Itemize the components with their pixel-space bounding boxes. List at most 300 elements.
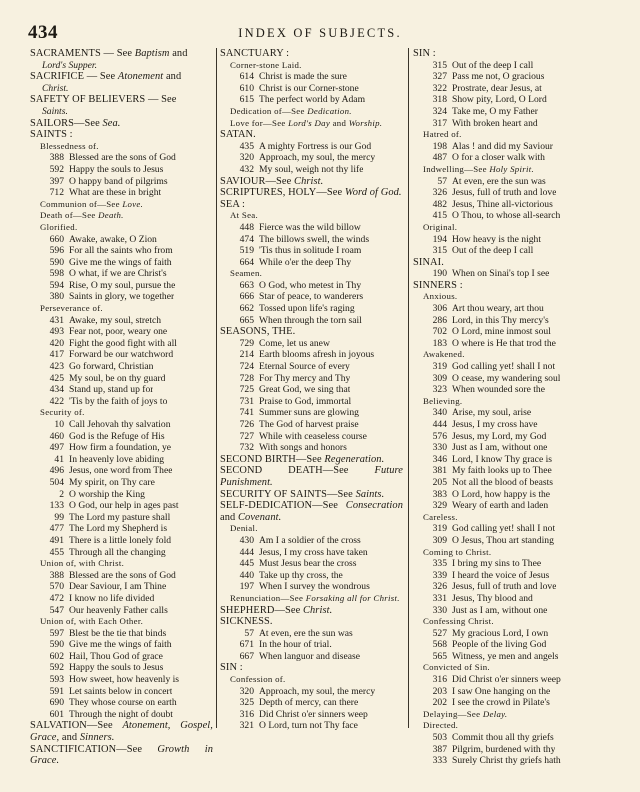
- hymn-first-line: O where is He that trod the: [452, 337, 556, 349]
- hymn-first-line: I saw One hanging on the: [452, 685, 551, 697]
- hymn-number: 57: [437, 175, 447, 187]
- hymn-entry: [30, 176, 213, 188]
- hymn-first-line: Approach, my soul, the mercy: [259, 685, 376, 697]
- hymn-number: 388: [49, 152, 64, 164]
- hymn-number: 598: [49, 268, 64, 280]
- entry-text: SECOND DEATH—See: [220, 465, 375, 477]
- hymn-number: 326: [432, 581, 447, 593]
- entry-text: Original.: [423, 221, 458, 232]
- hymn-number: 321: [239, 720, 254, 732]
- hymn-number: 197: [239, 581, 254, 593]
- hymn-number: 671: [239, 639, 254, 651]
- hymn-entry: [30, 245, 213, 257]
- hymn-first-line: I bring my sins to Thee: [452, 558, 542, 570]
- hymn-number: 726: [239, 419, 254, 430]
- hymn-first-line: Stand up, stand up for: [69, 384, 154, 396]
- hymn-entry: [220, 141, 403, 153]
- hymn-number: 504: [49, 476, 64, 488]
- entry-text: Security of.: [40, 407, 85, 418]
- hymn-number: 662: [239, 303, 254, 315]
- entry-text: Confession of.: [230, 674, 286, 685]
- cross-reference: Growth in Grace.: [30, 743, 214, 767]
- hymn-number: 712: [49, 187, 64, 199]
- hymn-entry: [30, 187, 213, 199]
- hymn-number: 592: [49, 662, 64, 674]
- hymn-first-line: Give me the wings of faith: [69, 639, 172, 651]
- hymn-entry: [30, 384, 213, 396]
- hymn-first-line: At even, ere the sun was: [452, 175, 546, 187]
- hymn-entry: [30, 639, 213, 651]
- hymn-first-line: Praise to God, immortal: [259, 395, 352, 407]
- hymn-number: 503: [432, 732, 447, 744]
- hymn-number: 667: [239, 650, 254, 662]
- hymn-number: 727: [239, 430, 254, 442]
- entry-text: Renunciation—See: [230, 592, 306, 603]
- hymn-number: 331: [432, 592, 447, 604]
- hymn-entry: [413, 210, 610, 222]
- hymn-entry: [413, 500, 610, 512]
- hymn-first-line: Dear Saviour, I am Thine: [69, 581, 167, 593]
- topic-heading: [220, 199, 403, 211]
- hymn-first-line: Weary of earth and laden: [452, 500, 549, 512]
- hymn-first-line: Arise, my soul, arise: [452, 407, 532, 419]
- hymn-first-line: O God, our help in ages past: [69, 500, 179, 512]
- hymn-entry: [413, 744, 610, 756]
- hymn-number: 472: [49, 592, 64, 604]
- hymn-first-line: The perfect world by Adam: [259, 94, 366, 106]
- hymn-number: 444: [432, 419, 447, 430]
- hymn-number: 335: [432, 558, 447, 570]
- hymn-first-line: The billows swell, the winds: [259, 233, 370, 245]
- hymn-number: 339: [432, 569, 447, 581]
- hymn-first-line: Lord, I know Thy grace is: [452, 453, 552, 465]
- hymn-entry: [220, 280, 403, 292]
- hymn-number: 614: [239, 71, 254, 83]
- cross-reference-continuation: [30, 106, 213, 118]
- entry-text: Careless.: [423, 511, 458, 522]
- subtopic-heading: [413, 709, 610, 721]
- hymn-first-line: The God of harvest praise: [259, 419, 359, 430]
- hymn-entry: [220, 535, 403, 547]
- hymn-first-line: My soul, weigh not thy life: [259, 163, 364, 175]
- topic-heading: [220, 454, 403, 466]
- hymn-number: 320: [239, 685, 254, 697]
- hymn-first-line: Did Christ o'er sinners weep: [452, 674, 561, 686]
- hymn-first-line: Prostrate, dear Jesus, at: [452, 82, 542, 94]
- hymn-entry: [220, 442, 403, 454]
- hymn-first-line: Christ is our Corner-stone: [259, 82, 359, 94]
- hymn-number: 316: [432, 674, 447, 686]
- entry-text: Blessedness of.: [40, 140, 99, 151]
- cross-reference: Love.: [122, 198, 144, 209]
- hymn-entry: [30, 465, 213, 477]
- hymn-entry: [30, 431, 213, 443]
- hymn-number: 702: [432, 326, 447, 338]
- hymn-first-line: Did Christ o'er sinners weep: [259, 708, 368, 720]
- hymn-first-line: Commit thou all thy griefs: [452, 732, 554, 744]
- entry-text: Death of—See: [40, 210, 99, 221]
- entry-text: SACRIFICE — See: [30, 71, 118, 83]
- subtopic-heading: [220, 106, 403, 118]
- hymn-first-line: Star of peace, to wanderers: [259, 291, 364, 303]
- hymn-number: 434: [49, 384, 64, 396]
- subtopic-heading: [220, 523, 403, 535]
- hymn-entry: [220, 547, 403, 559]
- hymn-entry: [220, 558, 403, 570]
- hymn-number: 10: [54, 419, 64, 430]
- hymn-entry: [413, 199, 610, 211]
- entry-text: Delaying—See: [423, 708, 483, 719]
- hymn-first-line: My gracious Lord, I own: [452, 627, 549, 639]
- hymn-first-line: Earth blooms afresh in joyous: [259, 349, 375, 361]
- hymn-number: 380: [49, 291, 64, 303]
- entry-text: Glorified.: [40, 221, 78, 232]
- hymn-number: 203: [432, 685, 447, 697]
- hymn-entry: [30, 674, 213, 686]
- entry-text: Dedication of—See: [230, 105, 308, 116]
- cross-reference: Saints.: [42, 105, 68, 117]
- hymn-number: 397: [49, 175, 64, 187]
- hymn-entry: [413, 523, 610, 535]
- hymn-first-line: Just as I am, without one: [452, 604, 548, 616]
- entry-text: SACRAMENTS — See: [30, 48, 135, 59]
- hymn-first-line: Rise, O my soul, pursue the: [69, 279, 176, 291]
- hymn-number: 455: [49, 546, 64, 558]
- topic-heading: [220, 489, 403, 501]
- hymn-first-line: Hail, Thou God of grace: [69, 650, 163, 662]
- hymn-number: 435: [239, 140, 254, 152]
- hymn-entry: [220, 152, 403, 164]
- hymn-number: 440: [239, 569, 254, 581]
- hymn-number: 596: [49, 245, 64, 257]
- hymn-entry: [220, 581, 403, 593]
- hymn-entry: [413, 83, 610, 95]
- topic-heading: [220, 500, 403, 523]
- hymn-entry: [30, 662, 213, 674]
- hymn-first-line: Through all the changing: [69, 546, 166, 558]
- hymn-first-line: In the hour of trial.: [259, 639, 332, 651]
- topic-heading: [30, 744, 213, 767]
- topic-heading: [30, 71, 213, 83]
- subtopic-heading: [30, 407, 213, 419]
- hymn-first-line: O happy band of pilgrims: [69, 175, 168, 187]
- hymn-entry: [220, 686, 403, 698]
- hymn-first-line: Am I a soldier of the cross: [259, 534, 361, 546]
- cross-reference: Baptism: [134, 48, 170, 59]
- hymn-number: 690: [49, 697, 64, 709]
- hymn-first-line: Eternal Source of every: [259, 361, 350, 373]
- hymn-first-line: O God, who metest in Thy: [259, 279, 362, 291]
- hymn-entry: [413, 535, 610, 547]
- entry-text: and: [169, 48, 188, 59]
- hymn-first-line: Approach, my soul, the mercy: [259, 152, 376, 164]
- hymn-entry: [413, 187, 610, 199]
- hymn-entry: [413, 361, 610, 373]
- hymn-entry: [413, 326, 610, 338]
- hymn-first-line: Happy the souls to Jesus: [69, 163, 164, 175]
- hymn-entry: [30, 477, 213, 489]
- hymn-first-line: God is the Refuge of His: [69, 430, 165, 442]
- hymn-first-line: Happy the souls to Jesus: [69, 662, 164, 674]
- hymn-entry: [30, 349, 213, 361]
- hymn-number: 576: [432, 430, 447, 442]
- hymn-first-line: Art thou weary, art thou: [452, 303, 544, 315]
- hymn-first-line: Surely Christ thy griefs hath: [452, 755, 561, 767]
- topic-heading: [220, 187, 403, 199]
- subtopic-heading: [413, 129, 610, 141]
- hymn-number: 309: [432, 534, 447, 546]
- hymn-number: 593: [49, 674, 64, 686]
- hymn-entry: [30, 454, 213, 466]
- cross-reference: Forsaking all for Christ.: [305, 592, 400, 603]
- hymn-number: 324: [432, 105, 447, 117]
- hymn-number: 383: [432, 488, 447, 500]
- subtopic-heading: [220, 118, 403, 130]
- hymn-entry: [220, 164, 403, 176]
- cross-reference: Lord's Day: [288, 117, 331, 128]
- hymn-entry: [30, 523, 213, 535]
- hymn-first-line: With broken heart and: [452, 117, 538, 129]
- hymn-entry: [413, 176, 610, 188]
- hymn-first-line: Show pity, Lord, O Lord: [452, 94, 547, 106]
- subtopic-heading: [413, 396, 610, 408]
- hymn-number: 729: [239, 337, 254, 349]
- hymn-entry: [220, 720, 403, 732]
- entry-text: Corner-stone Laid.: [230, 59, 302, 70]
- hymn-number: 592: [49, 163, 64, 175]
- topic-heading: [220, 465, 403, 488]
- hymn-entry: [220, 570, 403, 582]
- entry-text: Believing.: [423, 395, 463, 406]
- hymn-entry: [413, 94, 610, 106]
- hymn-number: 591: [49, 685, 64, 697]
- hymn-first-line: A mighty Fortress is our God: [259, 140, 372, 152]
- hymn-number: 183: [432, 337, 447, 349]
- hymn-first-line: Call Jehovah thy salvation: [69, 419, 171, 430]
- hymn-first-line: There is a little lonely fold: [69, 534, 172, 546]
- subtopic-heading: [413, 222, 610, 234]
- cross-reference: Christ.: [302, 604, 333, 616]
- hymn-first-line: For all the saints who from: [69, 245, 173, 257]
- entry-text: and: [163, 71, 182, 83]
- hymn-entry: [220, 396, 403, 408]
- entry-text: SHEPHERD—See: [220, 604, 303, 616]
- hymn-first-line: Jesus, I my cross have: [452, 419, 538, 430]
- topic-heading: [30, 118, 213, 130]
- hymn-entry: [413, 593, 610, 605]
- entry-text: SANCTUARY :: [220, 48, 290, 59]
- entry-text: Directed.: [423, 720, 459, 731]
- hymn-number: 432: [239, 163, 254, 175]
- hymn-entry: [413, 234, 610, 246]
- hymn-entry: [413, 431, 610, 443]
- entry-text: SINNERS :: [413, 279, 463, 291]
- hymn-first-line: Saints in glory, we together: [69, 291, 175, 303]
- hymn-first-line: Jesus, full of truth and love: [452, 581, 557, 593]
- hymn-first-line: Fight the good fight with all: [69, 337, 177, 349]
- hymn-number: 318: [432, 94, 447, 106]
- hymn-entry: [413, 373, 610, 385]
- hymn-number: 198: [432, 140, 447, 152]
- hymn-first-line: God calling yet! shall I not: [452, 523, 556, 535]
- hymn-number: 725: [239, 384, 254, 396]
- hymn-number: 741: [239, 407, 254, 419]
- hymn-number: 202: [432, 697, 447, 709]
- hymn-number: 387: [432, 743, 447, 755]
- hymn-entry: [413, 605, 610, 617]
- hymn-first-line: The Lord my pasture shall: [69, 511, 171, 523]
- cross-reference: Christ.: [42, 82, 69, 94]
- hymn-first-line: Jesus, one word from Thee: [69, 465, 173, 477]
- entry-text: SANCTIFICATION—See: [30, 743, 158, 755]
- hymn-first-line: O what, if we are Christ's: [69, 268, 167, 280]
- hymn-number: 474: [239, 233, 254, 245]
- hymn-entry: [220, 628, 403, 640]
- hymn-first-line: Witness, ye men and angels: [452, 650, 559, 662]
- hymn-entry: [413, 303, 610, 315]
- hymn-number: 594: [49, 279, 64, 291]
- hymn-entry: [220, 338, 403, 350]
- hymn-entry: [413, 268, 610, 280]
- entry-text: Love for—See: [230, 117, 289, 128]
- hymn-entry: [30, 535, 213, 547]
- hymn-entry: [413, 697, 610, 709]
- hymn-first-line: Awake, awake, O Zion: [69, 233, 157, 245]
- hymn-number: 333: [432, 755, 447, 767]
- subtopic-heading: [413, 720, 610, 732]
- hymn-entry: [413, 581, 610, 593]
- subtopic-heading: [220, 210, 403, 222]
- hymn-first-line: In heavenly love abiding: [69, 453, 165, 465]
- hymn-first-line: The Lord my Shepherd is: [69, 523, 168, 535]
- subtopic-heading: [413, 349, 610, 361]
- hymn-entry: [30, 628, 213, 640]
- entry-text: SEASONS, THE.: [220, 326, 296, 338]
- hymn-number: 330: [432, 442, 447, 454]
- hymn-number: 493: [49, 326, 64, 338]
- index-column-3: [413, 48, 610, 767]
- hymn-first-line: Pass me not, O gracious: [452, 71, 545, 83]
- column-divider: [216, 48, 217, 728]
- hymn-entry: [413, 454, 610, 466]
- hymn-first-line: How heavy is the night: [452, 233, 541, 245]
- hymn-number: 315: [432, 245, 447, 257]
- entry-text: SIN :: [413, 48, 436, 59]
- hymn-entry: [413, 477, 610, 489]
- hymn-number: 491: [49, 534, 64, 546]
- cross-reference: Regeneration.: [324, 453, 385, 465]
- hymn-number: 2: [59, 488, 64, 500]
- hymn-number: 728: [239, 372, 254, 384]
- column-divider: [408, 48, 409, 728]
- hymn-first-line: They whose course on earth: [69, 697, 177, 709]
- hymn-entry: [30, 651, 213, 663]
- hymn-first-line: Give me the wings of faith: [69, 256, 172, 268]
- topic-heading: [413, 257, 610, 269]
- subtopic-heading: [413, 291, 610, 303]
- cross-reference-continuation: [30, 83, 213, 95]
- entry-text: and: [220, 511, 239, 523]
- hymn-first-line: O Lord, how happy is the: [452, 488, 551, 500]
- page-title: INDEX OF SUBJECTS.: [238, 26, 402, 40]
- hymn-first-line: Tossed upon life's raging: [259, 303, 355, 315]
- hymn-entry: [30, 547, 213, 559]
- hymn-number: 487: [432, 152, 447, 164]
- hymn-entry: [413, 674, 610, 686]
- hymn-entry: [220, 94, 403, 106]
- hymn-first-line: How firm a foundation, ye: [69, 442, 172, 454]
- entry-text: SAILORS—See: [30, 117, 103, 129]
- hymn-first-line: While o'er the deep Thy: [259, 256, 352, 268]
- hymn-number: 610: [239, 82, 254, 94]
- hymn-entry: [220, 245, 403, 257]
- hymn-number: 194: [432, 233, 447, 245]
- hymn-first-line: Jesus, Thy blood and: [452, 592, 533, 604]
- hymn-number: 444: [239, 546, 254, 558]
- hymn-number: 415: [432, 210, 447, 222]
- entry-text: SAVIOUR—See: [220, 175, 295, 187]
- hymn-entry: [30, 234, 213, 246]
- entry-text: Denial.: [230, 523, 258, 534]
- hymn-number: 381: [432, 465, 447, 477]
- hymn-first-line: For Thy mercy and Thy: [259, 372, 351, 384]
- hymn-entry: [220, 407, 403, 419]
- hymn-entry: [413, 639, 610, 651]
- cross-reference: Lord's Supper.: [42, 59, 98, 71]
- subtopic-heading: [30, 210, 213, 222]
- hymn-first-line: Come, let us anew: [259, 337, 330, 349]
- hymn-entry: [30, 686, 213, 698]
- hymn-number: 565: [432, 650, 447, 662]
- hymn-first-line: God calling yet! shall I not: [452, 361, 556, 373]
- hymn-first-line: Blessed are the sons of God: [69, 152, 176, 164]
- hymn-number: 322: [432, 82, 447, 94]
- hymn-entry: [220, 639, 403, 651]
- hymn-entry: [30, 442, 213, 454]
- hymn-entry: [413, 628, 610, 640]
- hymn-entry: [30, 500, 213, 512]
- entry-text: SIN :: [220, 662, 243, 674]
- hymn-first-line: At even, ere the sun was: [259, 627, 353, 639]
- cross-reference: Consecration: [345, 500, 403, 512]
- cross-reference: Holy Spirit.: [489, 163, 534, 174]
- topic-heading: [220, 48, 403, 60]
- hymn-number: 568: [432, 639, 447, 651]
- hymn-entry: [30, 697, 213, 709]
- hymn-first-line: I heard the voice of Jesus: [452, 569, 550, 581]
- subtopic-heading: [220, 593, 403, 605]
- cross-reference: Sinners.: [79, 732, 115, 744]
- cross-reference: Future Punishment.: [220, 465, 403, 488]
- hymn-first-line: My soul, be on thy guard: [69, 372, 166, 384]
- hymn-entry: [30, 593, 213, 605]
- hymn-first-line: Jesus, my Lord, my God: [452, 430, 547, 442]
- hymn-number: 731: [239, 395, 254, 407]
- subtopic-heading: [220, 674, 403, 686]
- topic-heading: [220, 605, 403, 617]
- hymn-first-line: O Jesus, Thou art standing: [452, 534, 554, 546]
- hymn-first-line: O for a closer walk with: [452, 152, 545, 164]
- subtopic-heading: [30, 222, 213, 234]
- hymn-entry: [220, 257, 403, 269]
- subtopic-heading: [30, 199, 213, 211]
- entry-text: Communion of—See: [40, 198, 123, 209]
- hymn-entry: [413, 651, 610, 663]
- hymn-number: 325: [239, 697, 254, 709]
- hymn-number: 547: [49, 604, 64, 616]
- subtopic-heading: [30, 141, 213, 153]
- subtopic-heading: [413, 616, 610, 628]
